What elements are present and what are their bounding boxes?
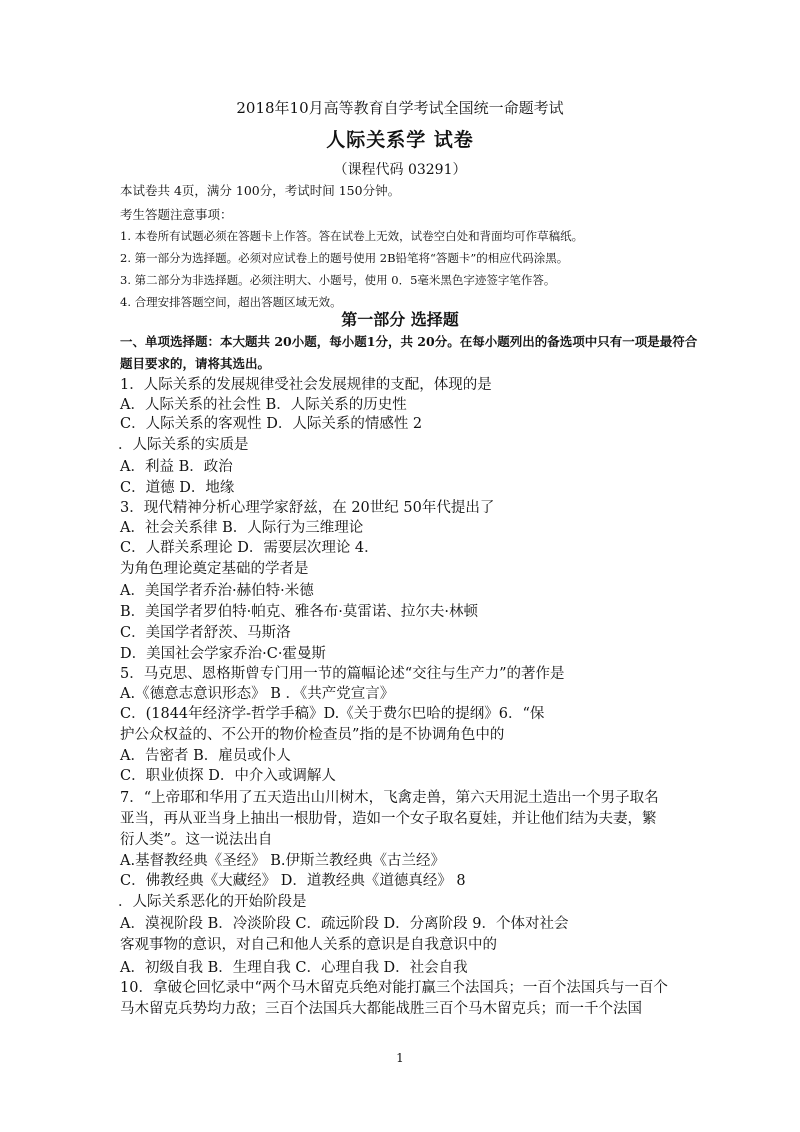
notes-heading: 考生答题注意事项： (120, 207, 233, 222)
question-line: 亚当，再从亚当身上抽出一根肋骨，造如一个女子取名夏娃，并让他们结为夫妻，繁 (120, 811, 657, 827)
question-line: C．美国学者舒茨、马斯洛 (120, 625, 291, 641)
note-item: 4. 合理安排答题空间，超出答题区域无效。 (120, 295, 342, 309)
question-line: C．道德 D．地缘 (120, 480, 235, 496)
section-instruction: 一、单项选择题：本大题共 20小题，每小题1分，共 20分。在每小题列出的备选项中只有一项是最符合 (120, 334, 698, 349)
section-instruction: 题目要求的，请将其选出。 (120, 356, 271, 371)
question-line: B．美国学者罗伯特·帕克、雅各布·莫雷诺、拉尔夫·林顿 (120, 604, 478, 620)
question-line: 7．“上帝耶和华用了五天造出山川树木，飞禽走兽，第六天用泥土造出一个男子取名 (120, 790, 659, 806)
question-line: 马木留克兵势均力敌；三百个法国兵大都能战胜三百个马木留克兵；而一千个法国 (120, 1001, 642, 1017)
question-line: C．佛教经典《大藏经》 D．道教经典《道德真经》 8 (120, 873, 466, 889)
question-line: D．美国社会学家乔治·C·霍曼斯 (120, 646, 326, 662)
question-line: 1．人际关系的发展规律受社会发展规律的支配，体现的是 (120, 377, 492, 393)
question-line: A．告密者 B．雇员或仆人 (120, 748, 291, 764)
question-line: ．人际关系恶化的开始阶段是 (118, 894, 307, 910)
question-line: A．利益 B．政治 (120, 459, 233, 475)
question-line: C．职业侦探 D．中介入或调解人 (120, 768, 336, 784)
question-line: C．(1844年经济学-哲学手稿》D.《关于费尔巴哈的提纲》6．“保 (120, 706, 545, 722)
question-line: C．人际关系的客观性 D．人际关系的情感性 2 (120, 416, 423, 432)
question-line: 衍人类”。这一说法出自 (120, 832, 273, 848)
page-title: 人际关系学 试卷 (326, 129, 474, 151)
question-line: ．人际关系的实质是 (118, 437, 249, 453)
question-line: A．美国学者乔治·赫伯特·米德 (120, 583, 314, 599)
note-item: 3. 第二部分为非选择题。必须注明大、小题号，使用 0．5毫米黑色字迹签字笔作答。 (120, 273, 556, 287)
question-line: 5．马克思、恩格斯曾专门用一节的篇幅论述“交往与生产力”的著作是 (120, 666, 565, 682)
question-line: 10．拿破仑回忆录中“两个马木留克兵绝对能打赢三个法国兵；一百个法国兵与一百个 (120, 980, 668, 996)
exam-line: 2018年10月高等教育自学考试全国统一命题考试 (236, 99, 564, 117)
note-item: 2. 第一部分为选择题。必须对应试卷上的题号使用 2B铅笔将“答题卡”的相应代码涂黑。 (120, 251, 569, 265)
part1-heading: 第一部分 选择题 (341, 310, 459, 329)
question-line: A．人际关系的社会性 B．人际关系的历史性 (120, 397, 407, 413)
exam-intro: 本试卷共 4页，满分 100分，考试时间 150分钟。 (120, 183, 401, 198)
question-line: 3．现代精神分析心理学家舒兹，在 20世纪 50年代提出了 (120, 500, 495, 516)
question-line: A.《德意志意识形态》 B ．《共产党宣言》 (120, 686, 395, 702)
page-number: 1 (396, 1051, 404, 1065)
question-line: 为角色理论奠定基础的学者是 (120, 561, 309, 577)
course-code: （课程代码 03291） (333, 162, 467, 178)
question-line: C．人群关系理论 D．需要层次理论 4． (120, 540, 379, 556)
question-line: A.基督教经典《圣经》 B.伊斯兰教经典《古兰经》 (120, 853, 445, 869)
question-line: 客观事物的意识，对自己和他人关系的意识是自我意识中的 (120, 937, 497, 953)
question-line: A．社会关系律 B．人际行为三维理论 (120, 520, 364, 536)
question-line: 护公众权益的、不公开的物价检查员”指的是不协调角色中的 (120, 727, 505, 743)
question-line: A．漠视阶段 B．冷淡阶段 C．疏远阶段 D．分离阶段 9．个体对社会 (120, 916, 569, 932)
question-line: A．初级自我 B．生理自我 C．心理自我 D．社会自我 (120, 960, 468, 976)
note-item: 1. 本卷所有试题必须在答题卡上作答。答在试卷上无效，试卷空白处和背面均可作草稿纸。 (120, 229, 584, 243)
